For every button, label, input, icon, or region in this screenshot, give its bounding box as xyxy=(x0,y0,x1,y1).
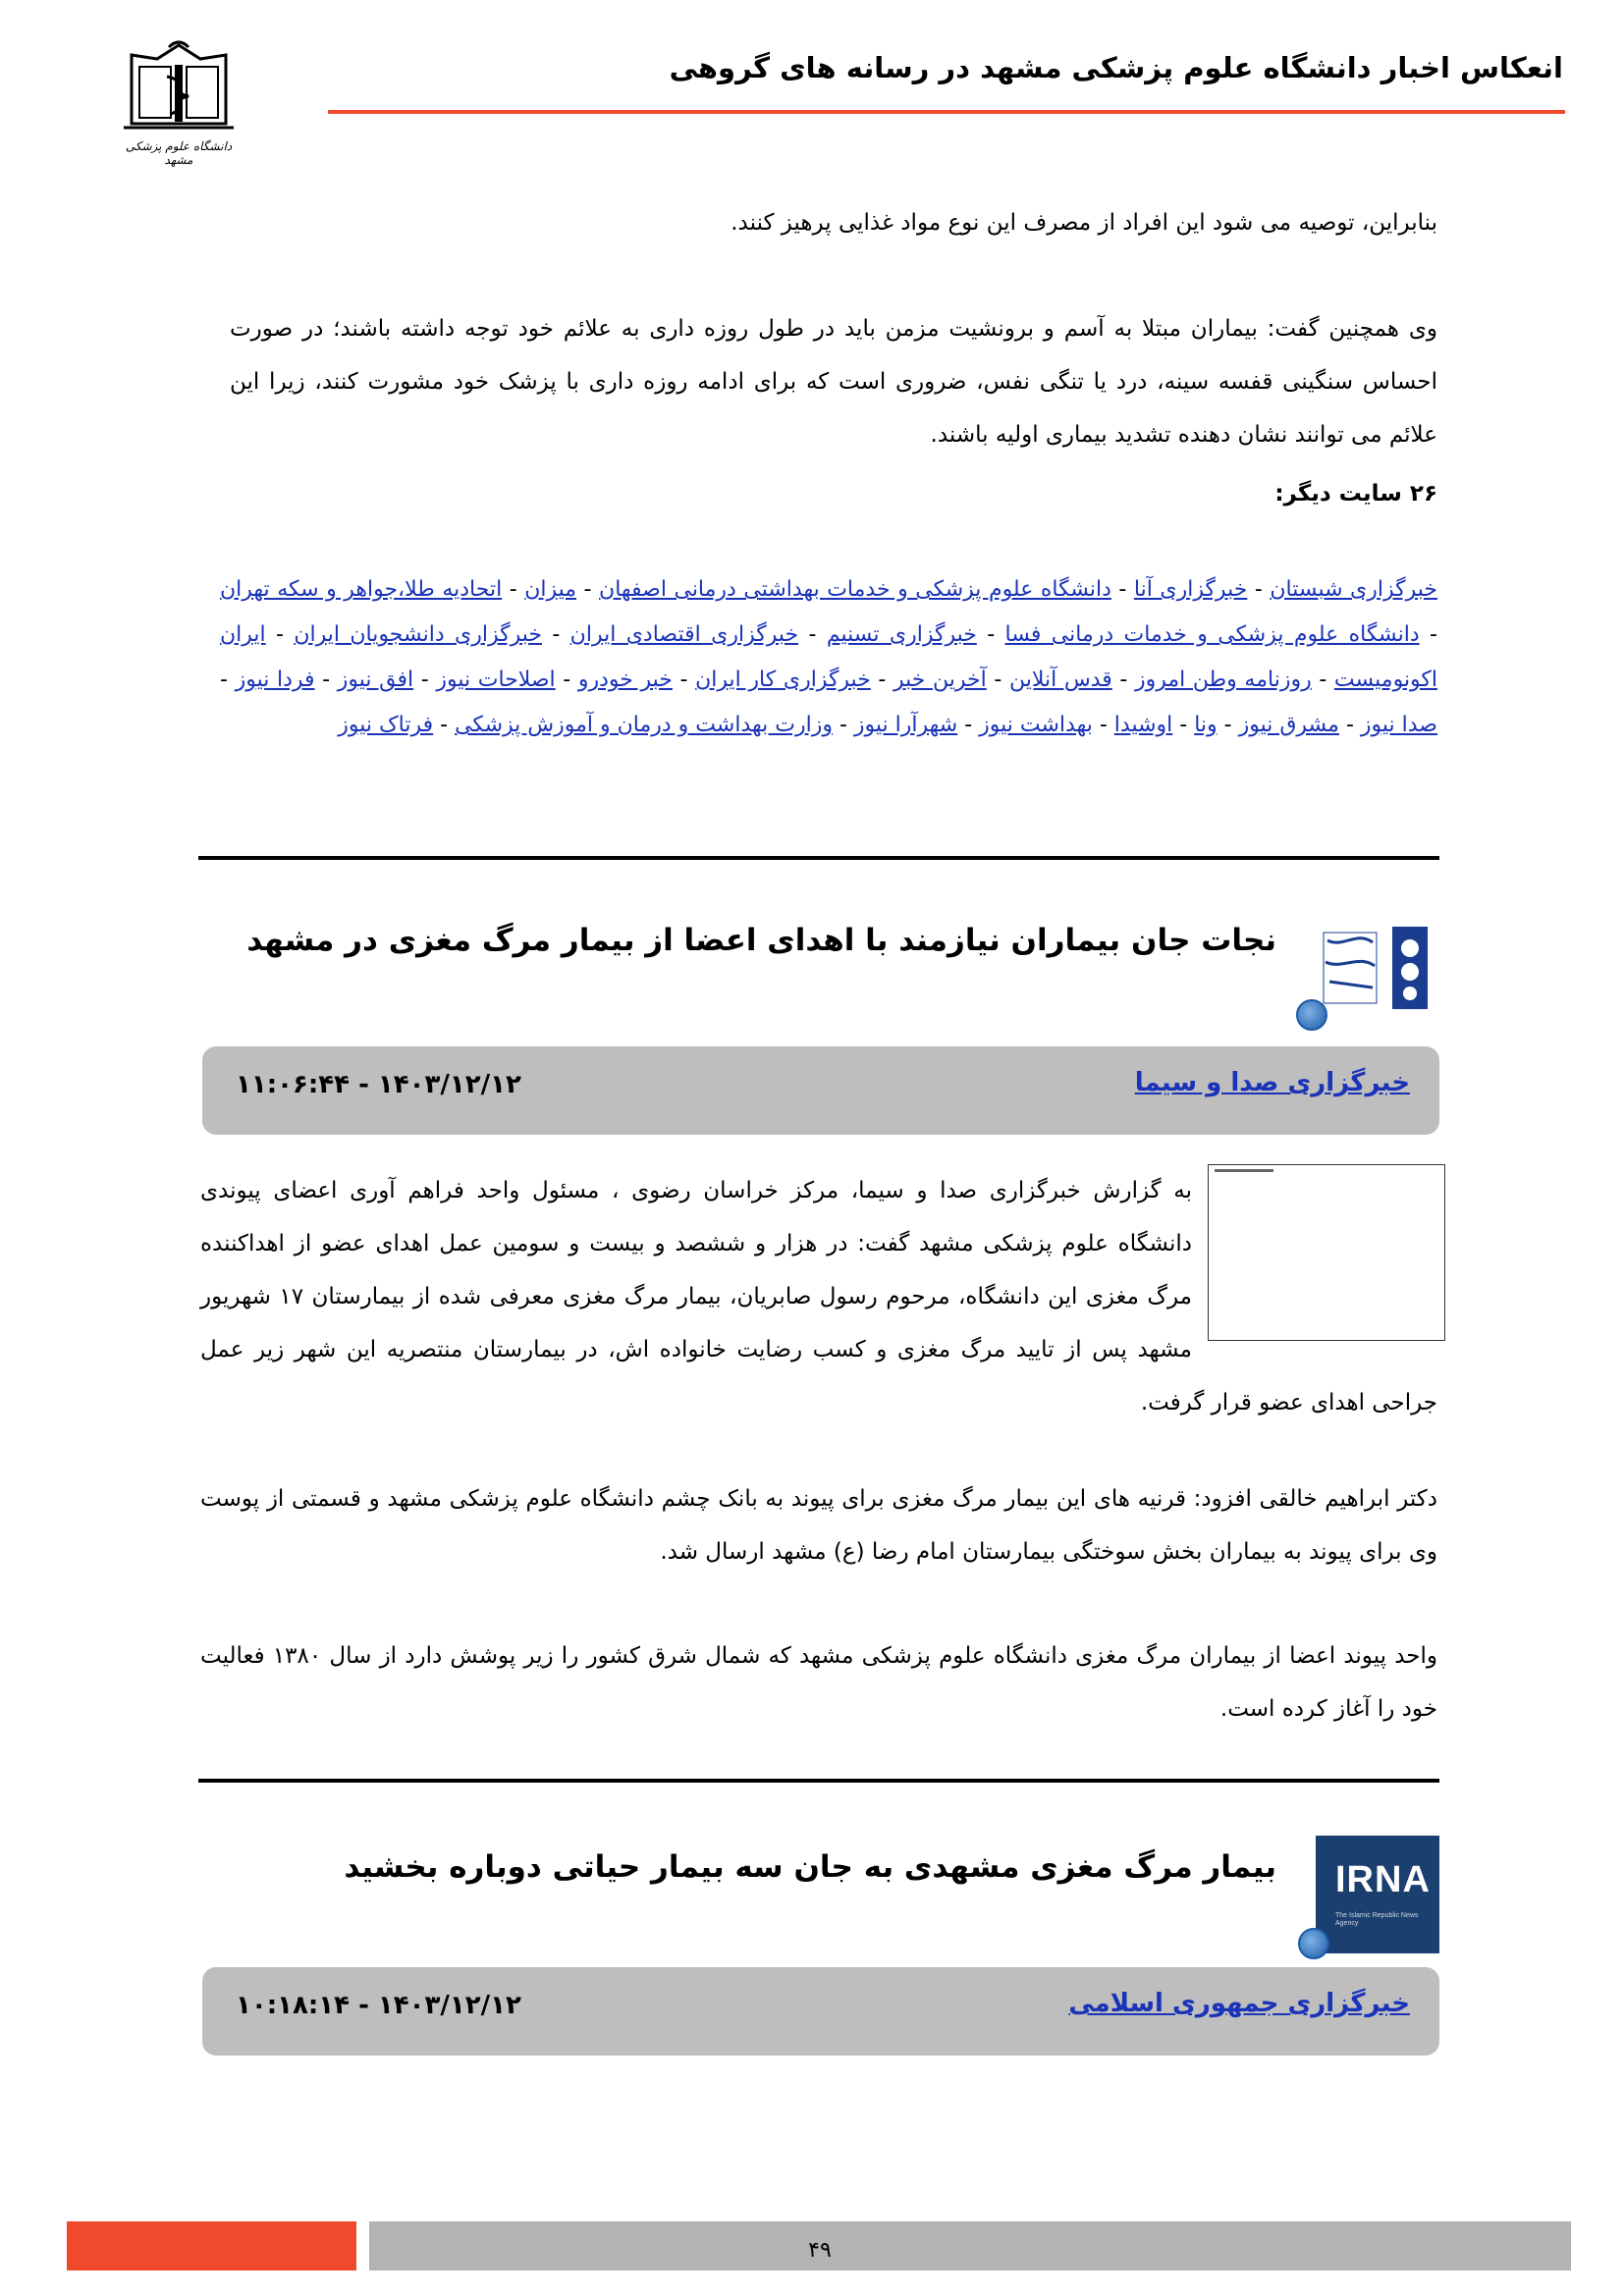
link-separator: - xyxy=(502,577,525,602)
intro-paragraph-2: وی همچنین گفت: بیماران مبتلا به آسم و برونشیت مزمن باید در طول روزه داری به علائم خود توجه داشته باشند؛ در صورت احساس سنگینی قفسه سینه، درد یا تنگی نفس، ضروری است که برای ادامه روزه داری با پزشک خود مشورت کنند، زیرا این علائم می توانند نشان دهنده تشدید بیماری اولیه باشند. xyxy=(230,316,1437,448)
related-sites-list xyxy=(220,567,1437,748)
link-separator: - xyxy=(576,577,600,602)
related-site-link[interactable]: قدس آنلاین xyxy=(1008,667,1112,692)
intro-paragraph-1: بنابراین، توصیه می شود این افراد از مصرف این نوع مواد غذایی پرهیز کنند. xyxy=(731,210,1437,236)
related-sites-label: ۲۶ سایت دیگر: xyxy=(1274,481,1437,507)
link-separator: - xyxy=(1311,667,1334,692)
related-site-link[interactable]: افق نیوز xyxy=(337,667,414,692)
related-site-link[interactable]: اتحادیه طلا،جواهر و سکه تهران xyxy=(220,577,503,602)
related-site-link[interactable]: اوشیدا xyxy=(1113,713,1173,737)
seda-va-sima-news-logo xyxy=(1314,919,1441,1027)
link-separator: - xyxy=(1338,713,1361,737)
related-site-link[interactable]: فردا نیوز xyxy=(235,667,315,692)
related-site-link[interactable]: فرتاک نیوز xyxy=(338,713,434,737)
link-separator: - xyxy=(1111,667,1135,692)
link-separator: - xyxy=(1110,577,1134,602)
related-site-link[interactable]: خبرگزاری اقتصادی ایران xyxy=(569,622,799,647)
link-separator: - xyxy=(1172,713,1195,737)
related-site-link[interactable]: ایران اکونومیست xyxy=(220,622,1438,692)
link-separator: - xyxy=(798,622,827,647)
link-separator: - xyxy=(220,667,236,692)
related-site-link[interactable]: اصلاحات نیوز xyxy=(436,667,556,692)
page-title: انعکاس اخبار دانشگاه علوم پزشکی مشهد در رسانه های گروهی xyxy=(669,51,1563,84)
related-site-link[interactable]: دانشگاه علوم پزشکی و خدمات درمانی فسا xyxy=(1004,622,1420,647)
related-site-link[interactable]: شهرآرا نیوز xyxy=(853,713,958,737)
footer-accent-bar xyxy=(67,2221,356,2270)
related-site-link[interactable]: خبرگزاری شبستان xyxy=(1270,577,1437,602)
related-site-link[interactable]: آخرین خبر xyxy=(893,667,987,692)
link-separator: - xyxy=(314,667,338,692)
article-1-paragraph-2: دکتر ابراهیم خالقی افزود: قرنیه های این بیمار مرگ مغزی برای پیوند به بانک چشم دانشگاه علوم پزشکی مشهد و قسمتی از پوست وی برای پیوند به بیماران بخش سوختگی بیمارستان امام رضا (ع) مشهد ارسال شد. xyxy=(200,1486,1437,1565)
link-separator: - xyxy=(541,622,570,647)
related-site-link[interactable]: خبرگزاری آنا xyxy=(1133,577,1248,602)
section-divider xyxy=(198,856,1439,860)
link-separator: - xyxy=(986,667,1009,692)
link-separator: - xyxy=(957,713,980,737)
article-1-title: نجات جان بیماران نیازمند با اهدای اعضا از بیمار مرگ مغزی در مشهد xyxy=(246,923,1276,958)
page-number: ۴۹ xyxy=(808,2238,832,2263)
article-2-source-bar xyxy=(202,1967,1439,2056)
related-site-link[interactable]: خبرگزاری تسنیم xyxy=(826,622,977,647)
related-site-link[interactable]: میزان xyxy=(524,577,577,602)
link-separator: - xyxy=(1247,577,1271,602)
article-2-datetime: ۱۴۰۳/۱۲/۱۲ - ۱۰:۱۸:۱۴ xyxy=(236,1991,521,2020)
link-separator: - xyxy=(832,713,854,737)
related-site-link[interactable]: روزنامه وطن امروز xyxy=(1134,667,1312,692)
related-site-link[interactable]: دانشگاه علوم پزشکی و خدمات بهداشتی درمانی اصفهان xyxy=(599,577,1111,602)
related-site-link[interactable]: بهداشت نیوز xyxy=(979,713,1093,737)
related-site-link[interactable]: خبر خودرو xyxy=(577,667,673,692)
article-1-source-bar xyxy=(202,1046,1439,1135)
link-separator: - xyxy=(672,667,696,692)
university-logo-caption: دانشگاه علوم پزشکی مشهد xyxy=(125,139,233,167)
article-2-title: بیمار مرگ مغزی مشهدی به جان سه بیمار حیاتی دوباره بخشید xyxy=(344,1849,1276,1885)
related-site-link[interactable]: خبرگزاری دانشجویان ایران xyxy=(294,622,542,647)
link-separator: - xyxy=(976,622,1005,647)
irna-logo: IRNA The Islamic Republic News Agency xyxy=(1316,1836,1439,1953)
related-site-link[interactable]: صدا نیوز xyxy=(1360,713,1437,737)
article-1-source-link[interactable]: خبرگزاری صدا و سیما xyxy=(1134,1068,1410,1097)
link-separator: - xyxy=(1092,713,1114,737)
article-1-datetime: ۱۴۰۳/۱۲/۱۲ - ۱۱:۰۶:۴۴ xyxy=(236,1070,521,1099)
link-separator: - xyxy=(870,667,894,692)
link-separator: - xyxy=(433,713,456,737)
article-1-paragraph-1: به گزارش خبرگزاری صدا و سیما، مرکز خراسان رضوی ، مسئول واحد فراهم آوری اعضای پیوندی دانشگاه علوم پزشکی مشهد گفت: در هزار و ششصد و بیست و سومین عمل اهدای عضو از اهداکننده مرگ مغزی این دانشگاه، مرحوم رسول صابریان، بیمار مرگ مغزی معرفی شده از بیمارستان ۱۷ شهریور مشهد پس از تایید مرگ مغزی و کسب رضایت خانواده اش، در بیمارستان منتصریه این شهر زیر عمل جراحی اهدای عضو قرار گرفت. xyxy=(200,1178,1437,1415)
globe-icon xyxy=(1296,999,1327,1031)
related-site-link[interactable]: مشرق نیوز xyxy=(1238,713,1339,737)
article-1-paragraph-3: واحد پیوند اعضا از بیماران مرگ مغزی دانشگاه علوم پزشکی مشهد که شمال شرق کشور را زیر پوشش دارد از سال ۱۳۸۰ فعالیت خود را آغاز کرده است. xyxy=(200,1643,1437,1722)
article-2-source-link[interactable]: خبرگزاری جمهوری اسلامی xyxy=(1068,1989,1410,2018)
section-divider xyxy=(198,1779,1439,1783)
header-rule xyxy=(328,110,1565,114)
link-separator: - xyxy=(413,667,437,692)
footer-bar xyxy=(369,2221,1571,2270)
related-site-link[interactable]: خبرگزاری کار ایران xyxy=(695,667,871,692)
link-separator: - xyxy=(555,667,578,692)
link-separator: - xyxy=(1419,622,1437,647)
link-separator: - xyxy=(1217,713,1239,737)
globe-icon xyxy=(1298,1928,1329,1959)
related-site-link[interactable]: وزارت بهداشت و درمان و آموزش پزشکی xyxy=(455,713,833,737)
related-site-link[interactable]: ونا xyxy=(1194,713,1218,737)
link-separator: - xyxy=(265,622,295,647)
